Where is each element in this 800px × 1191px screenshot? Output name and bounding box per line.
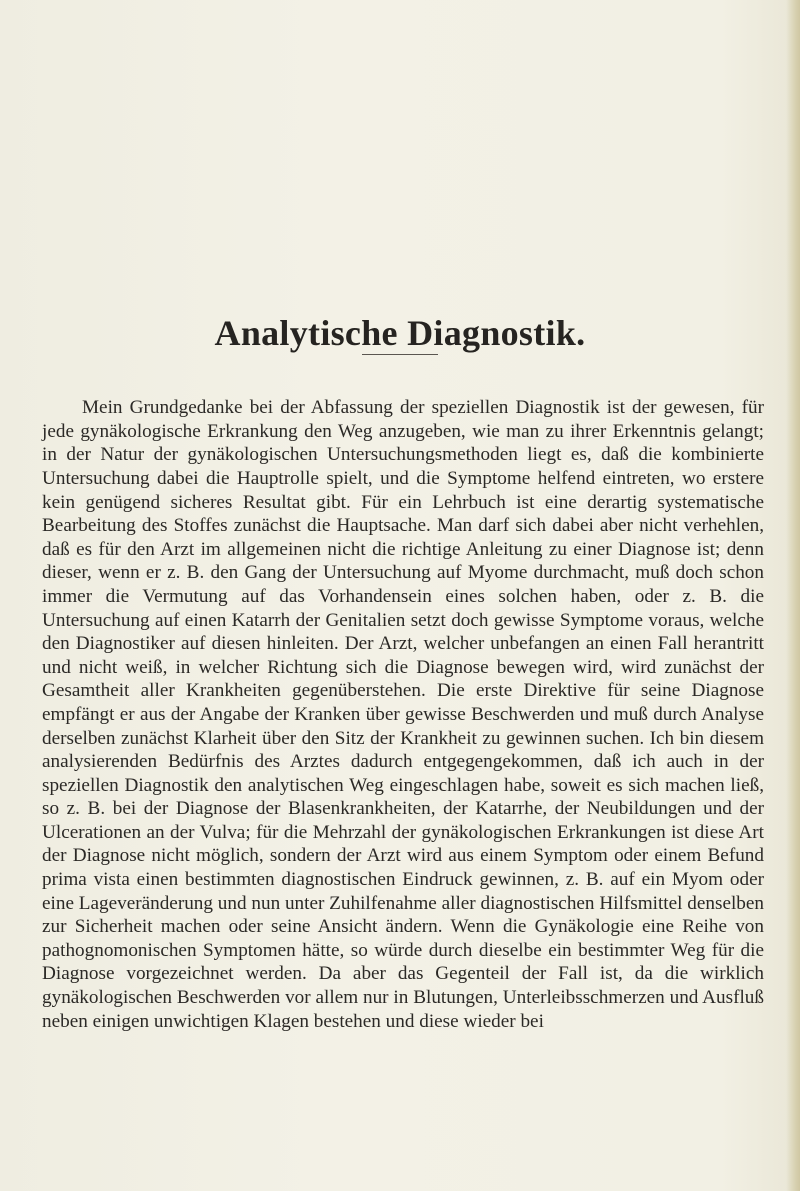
body-paragraph: Mein Grundgedanke bei der Abfassung der speziellen Diagnostik ist der gewesen, für jede gynäkologische Erkrankung den Weg anzugeben, wie man zu ihrer Erkenntnis gelangt; in der Natur der gynäkologischen Untersuchungsmethoden liegt es, daß die kombinierte Untersuchung dabei die Hauptrolle spielt, und die Symptome helfend eintreten, wo erstere kein genügend sicheres Resultat gibt. Für ein Lehrbuch ist eine derartig systematische Bearbeitung des Stoffes zunächst die Hauptsache. Man darf sich dabei aber nicht verhehlen, daß es für den Arzt im allgemeinen nicht die richtige Anleitung zu einer Diagnose ist; denn dieser, wenn er z. B. den Gang der Untersuchung auf Myome durchmacht, muß doch schon immer die Vermutung auf das Vorhandensein eines solchen haben, oder z. B. die Untersuchung auf einen Katarrh der Genitalien setzt doch gewisse Symptome voraus, welche den Diagnostiker auf diesen hinleiten. Der Arzt, welcher unbefangen an einen Fall herantritt und nicht weiß, in welcher Richtung sich die Diagnose bewegen wird, wird zunächst der Gesamtheit aller Krankheiten gegenüberstehen. Die erste Direktive für seine Diagnose empfängt er aus der Angabe der Kranken über gewisse Beschwerden und muß durch Analyse derselben zunächst Klarheit über den Sitz der Krankheit zu gewinnen suchen. Ich bin diesem analysierenden Bedürfnis des Arztes dadurch entgegengekommen, daß ich auch in der speziellen Diagnostik den analytischen Weg eingeschlagen habe, soweit es sich machen ließ, so z. B. bei der Diagnose der Blasenkrankheiten, der Katarrhe, der Neubildungen und der Ulcerationen an der Vulva; für die Mehrzahl der gynäkologischen Erkrankungen ist diese Art der Diagnose nicht möglich, sondern der Arzt wird aus einem Symptom oder einem Befund prima vista einen bestimmten diagnostischen Eindruck gewinnen, z. B. auf ein Myom oder eine Lageveränderung und nun unter Zuhilfenahme aller diagnostischen Hilfsmittel denselben zur Sicherheit machen oder seine Ansicht ändern. Wenn die Gynäkologie eine Reihe von pathognomonischen Symptomen hätte, so würde durch dieselbe ein bestimmter Weg für die Diagnose vorgezeichnet werden. Da aber das Gegenteil der Fall ist, da die wirklich gynäkologischen Beschwerden vor allem nur in Blutungen, Unterleibsschmerzen und Ausfluß neben einigen unwichtigen Klagen bestehen und diese wieder bei (42, 397, 764, 1032)
title-divider (362, 354, 438, 355)
page-edge-shadow (786, 0, 800, 1191)
chapter-title: Analytische Diagnostik. (214, 313, 586, 354)
